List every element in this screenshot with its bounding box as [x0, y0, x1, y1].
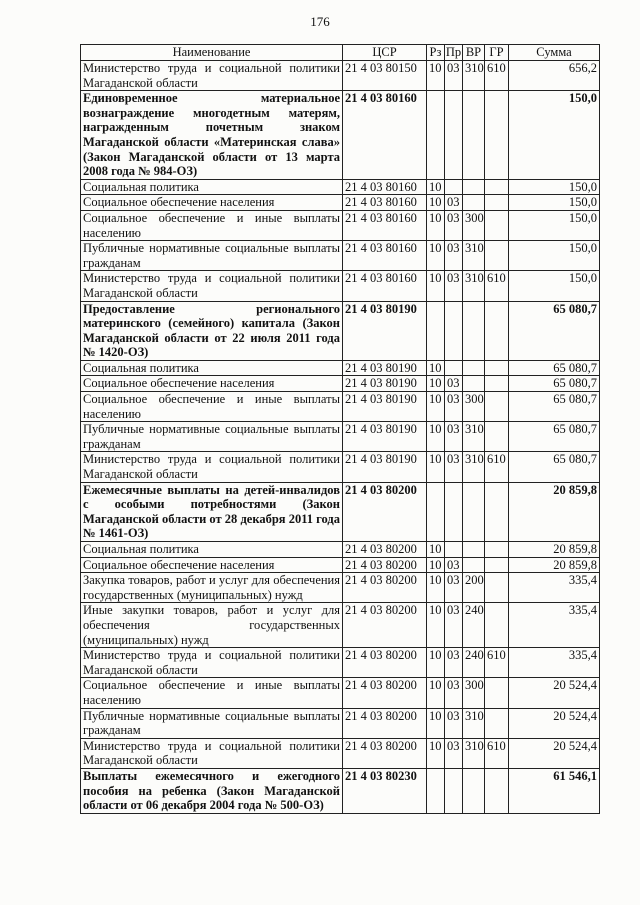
cell-gr: [485, 210, 509, 240]
cell-name: Публичные нормативные социальные выплаты гражданам: [81, 708, 343, 738]
cell-pr: 03: [445, 603, 463, 648]
cell-sum: 150,0: [509, 210, 600, 240]
cell-rz: 10: [427, 422, 445, 452]
cell-rz: 10: [427, 603, 445, 648]
cell-csr: 21 4 03 80160: [343, 210, 427, 240]
cell-sum: 150,0: [509, 241, 600, 271]
header-sum: Сумма: [509, 45, 600, 61]
table-row: [81, 452, 600, 482]
cell-name: Министерство труда и социальной политики Магаданской области: [81, 738, 343, 768]
cell-csr: 21 4 03 80190: [343, 452, 427, 482]
cell-name: Публичные нормативные социальные выплаты гражданам: [81, 422, 343, 452]
cell-vr: 240: [463, 603, 485, 648]
table-row: [81, 482, 600, 541]
cell-gr: 610: [485, 61, 509, 91]
cell-pr: 03: [445, 376, 463, 392]
cell-sum: 20 524,4: [509, 738, 600, 768]
table-row: [81, 210, 600, 240]
cell-pr: 03: [445, 241, 463, 271]
cell-pr: 03: [445, 422, 463, 452]
cell-name: Министерство труда и социальной политики Магаданской области: [81, 271, 343, 301]
table-header-row: [81, 45, 600, 61]
header-csr: ЦСР: [343, 45, 427, 61]
cell-vr: 300: [463, 210, 485, 240]
cell-pr: [445, 301, 463, 360]
cell-pr: 03: [445, 195, 463, 211]
cell-gr: [485, 603, 509, 648]
cell-sum: 65 080,7: [509, 376, 600, 392]
cell-rz: 10: [427, 542, 445, 558]
cell-pr: [445, 360, 463, 376]
cell-csr: 21 4 03 80160: [343, 179, 427, 195]
cell-csr: 21 4 03 80230: [343, 768, 427, 813]
cell-rz: 10: [427, 360, 445, 376]
cell-pr: 03: [445, 557, 463, 573]
cell-csr: 21 4 03 80200: [343, 603, 427, 648]
cell-rz: 10: [427, 708, 445, 738]
cell-name: Социальное обеспечение и иные выплаты населению: [81, 210, 343, 240]
cell-name: Иные закупки товаров, работ и услуг для обеспечения государственных (муниципальных) нужд: [81, 603, 343, 648]
cell-gr: 610: [485, 271, 509, 301]
cell-name: Социальное обеспечение населения: [81, 376, 343, 392]
table-row: [81, 360, 600, 376]
cell-sum: 335,4: [509, 573, 600, 603]
cell-gr: 610: [485, 738, 509, 768]
cell-gr: [485, 768, 509, 813]
cell-csr: 21 4 03 80200: [343, 678, 427, 708]
cell-vr: [463, 542, 485, 558]
cell-vr: 310: [463, 271, 485, 301]
cell-pr: 03: [445, 573, 463, 603]
table-row: [81, 542, 600, 558]
cell-name: Закупка товаров, работ и услуг для обеспечения государственных (муниципальных) нужд: [81, 573, 343, 603]
cell-pr: 03: [445, 648, 463, 678]
cell-rz: [427, 91, 445, 180]
cell-rz: 10: [427, 738, 445, 768]
table-row: [81, 573, 600, 603]
cell-gr: [485, 482, 509, 541]
cell-name: Социальное обеспечение и иные выплаты населению: [81, 678, 343, 708]
table-row: [81, 91, 600, 180]
table-row: [81, 648, 600, 678]
cell-name: Социальное обеспечение и иные выплаты населению: [81, 392, 343, 422]
header-gr: ГР: [485, 45, 509, 61]
cell-csr: 21 4 03 80200: [343, 542, 427, 558]
table-row: [81, 271, 600, 301]
table-row: [81, 61, 600, 91]
cell-sum: 150,0: [509, 195, 600, 211]
cell-vr: [463, 195, 485, 211]
cell-sum: 150,0: [509, 91, 600, 180]
cell-pr: [445, 542, 463, 558]
header-vr: ВР: [463, 45, 485, 61]
cell-name: Социальное обеспечение населения: [81, 557, 343, 573]
table-row: [81, 392, 600, 422]
table-row: [81, 708, 600, 738]
cell-sum: 335,4: [509, 648, 600, 678]
cell-pr: 03: [445, 738, 463, 768]
cell-vr: [463, 301, 485, 360]
cell-name: Выплаты ежемесячного и ежегодного пособия на ребенка (Закон Магаданской области от 06 декабря 2004 года № 500-ОЗ): [81, 768, 343, 813]
header-pr: Пр: [445, 45, 462, 59]
cell-csr: 21 4 03 80190: [343, 392, 427, 422]
cell-vr: 300: [463, 392, 485, 422]
cell-pr: 03: [445, 271, 463, 301]
cell-rz: 10: [427, 210, 445, 240]
cell-pr: [445, 768, 463, 813]
cell-sum: 20 859,8: [509, 542, 600, 558]
cell-sum: 65 080,7: [509, 422, 600, 452]
cell-gr: [485, 557, 509, 573]
cell-vr: [463, 557, 485, 573]
cell-sum: 65 080,7: [509, 360, 600, 376]
cell-csr: 21 4 03 80190: [343, 422, 427, 452]
cell-gr: [485, 179, 509, 195]
cell-gr: [485, 422, 509, 452]
cell-rz: [427, 768, 445, 813]
table-row: [81, 301, 600, 360]
cell-rz: 10: [427, 179, 445, 195]
table-row: [81, 422, 600, 452]
cell-name: Публичные нормативные социальные выплаты гражданам: [81, 241, 343, 271]
cell-name: Министерство труда и социальной политики Магаданской области: [81, 648, 343, 678]
cell-pr: 03: [445, 708, 463, 738]
cell-gr: [485, 392, 509, 422]
cell-sum: 61 546,1: [509, 768, 600, 813]
cell-gr: [485, 542, 509, 558]
cell-csr: 21 4 03 80200: [343, 557, 427, 573]
cell-name: Министерство труда и социальной политики Магаданской области: [81, 61, 343, 91]
cell-sum: 20 859,8: [509, 557, 600, 573]
cell-name: Социальная политика: [81, 179, 343, 195]
cell-csr: 21 4 03 80190: [343, 376, 427, 392]
cell-sum: 150,0: [509, 179, 600, 195]
cell-rz: 10: [427, 271, 445, 301]
cell-csr: 21 4 03 80190: [343, 301, 427, 360]
cell-vr: 310: [463, 61, 485, 91]
cell-csr: 21 4 03 80200: [343, 648, 427, 678]
table-row: [81, 557, 600, 573]
cell-vr: [463, 360, 485, 376]
cell-pr: 03: [445, 452, 463, 482]
cell-csr: 21 4 03 80160: [343, 91, 427, 180]
cell-csr: 21 4 03 80200: [343, 482, 427, 541]
cell-sum: 65 080,7: [509, 392, 600, 422]
cell-name: Социальное обеспечение населения: [81, 195, 343, 211]
cell-pr: [445, 179, 463, 195]
table-row: [81, 376, 600, 392]
table-row: [81, 195, 600, 211]
cell-rz: 10: [427, 241, 445, 271]
cell-sum: 65 080,7: [509, 452, 600, 482]
table-body: [81, 61, 600, 814]
cell-rz: 10: [427, 557, 445, 573]
cell-pr: 03: [445, 678, 463, 708]
table-row: [81, 179, 600, 195]
cell-gr: [485, 241, 509, 271]
cell-vr: 310: [463, 738, 485, 768]
cell-csr: 21 4 03 80200: [343, 573, 427, 603]
cell-vr: 240: [463, 648, 485, 678]
cell-vr: 310: [463, 452, 485, 482]
table-row: [81, 603, 600, 648]
cell-sum: 656,2: [509, 61, 600, 91]
cell-rz: 10: [427, 452, 445, 482]
cell-sum: 20 859,8: [509, 482, 600, 541]
header-rz: Рз: [427, 45, 445, 61]
cell-sum: 20 524,4: [509, 678, 600, 708]
cell-gr: [485, 708, 509, 738]
cell-gr: [485, 360, 509, 376]
cell-csr: 21 4 03 80190: [343, 360, 427, 376]
cell-csr: 21 4 03 80200: [343, 738, 427, 768]
cell-rz: 10: [427, 392, 445, 422]
cell-gr: [485, 195, 509, 211]
cell-rz: 10: [427, 376, 445, 392]
cell-vr: [463, 376, 485, 392]
cell-rz: 10: [427, 678, 445, 708]
table-row: [81, 738, 600, 768]
cell-rz: [427, 301, 445, 360]
cell-csr: 21 4 03 80160: [343, 195, 427, 211]
cell-pr: 03: [445, 210, 463, 240]
table-row: [81, 768, 600, 813]
cell-name: Предоставление регионального материнского (семейного) капитала (Закон Магаданской области от 22 июля 2011 года № 1420-ОЗ): [81, 301, 343, 360]
cell-rz: [427, 482, 445, 541]
cell-pr: 03: [445, 61, 463, 91]
cell-vr: 310: [463, 422, 485, 452]
table-row: [81, 678, 600, 708]
cell-csr: 21 4 03 80200: [343, 708, 427, 738]
cell-gr: [485, 91, 509, 180]
cell-gr: 610: [485, 648, 509, 678]
cell-name: Социальная политика: [81, 542, 343, 558]
cell-csr: 21 4 03 80160: [343, 271, 427, 301]
header-name: Наименование: [81, 45, 343, 61]
cell-vr: [463, 482, 485, 541]
cell-vr: 310: [463, 241, 485, 271]
cell-vr: 300: [463, 678, 485, 708]
cell-name: Министерство труда и социальной политики Магаданской области: [81, 452, 343, 482]
cell-csr: 21 4 03 80150: [343, 61, 427, 91]
cell-name: Единовременное материальное вознаграждение многодетным матерям, награжденным почетным знаком Магаданской области «Материнская слава» (Закон Магаданской области от 13 марта 2008 года № 984-ОЗ): [81, 91, 343, 180]
cell-vr: [463, 768, 485, 813]
cell-gr: [485, 573, 509, 603]
cell-pr: [445, 91, 463, 180]
cell-gr: 610: [485, 452, 509, 482]
cell-vr: [463, 91, 485, 180]
cell-rz: 10: [427, 61, 445, 91]
cell-rz: 10: [427, 195, 445, 211]
cell-gr: [485, 376, 509, 392]
cell-sum: 150,0: [509, 271, 600, 301]
cell-pr: [445, 482, 463, 541]
cell-vr: 200: [463, 573, 485, 603]
cell-gr: [485, 678, 509, 708]
table-row: [81, 241, 600, 271]
cell-vr: [463, 179, 485, 195]
cell-gr: [485, 301, 509, 360]
cell-name: Ежемесячные выплаты на детей-инвалидов с особыми потребностями (Закон Магаданской области от 28 декабря 2011 года № 1461-ОЗ): [81, 482, 343, 541]
cell-rz: 10: [427, 573, 445, 603]
cell-name: Социальная политика: [81, 360, 343, 376]
cell-rz: 10: [427, 648, 445, 678]
cell-sum: 335,4: [509, 603, 600, 648]
cell-vr: 310: [463, 708, 485, 738]
cell-sum: 20 524,4: [509, 708, 600, 738]
cell-sum: 65 080,7: [509, 301, 600, 360]
page-number: 176: [310, 14, 330, 29]
cell-csr: 21 4 03 80160: [343, 241, 427, 271]
cell-pr: 03: [445, 392, 463, 422]
budget-table: [80, 44, 600, 814]
